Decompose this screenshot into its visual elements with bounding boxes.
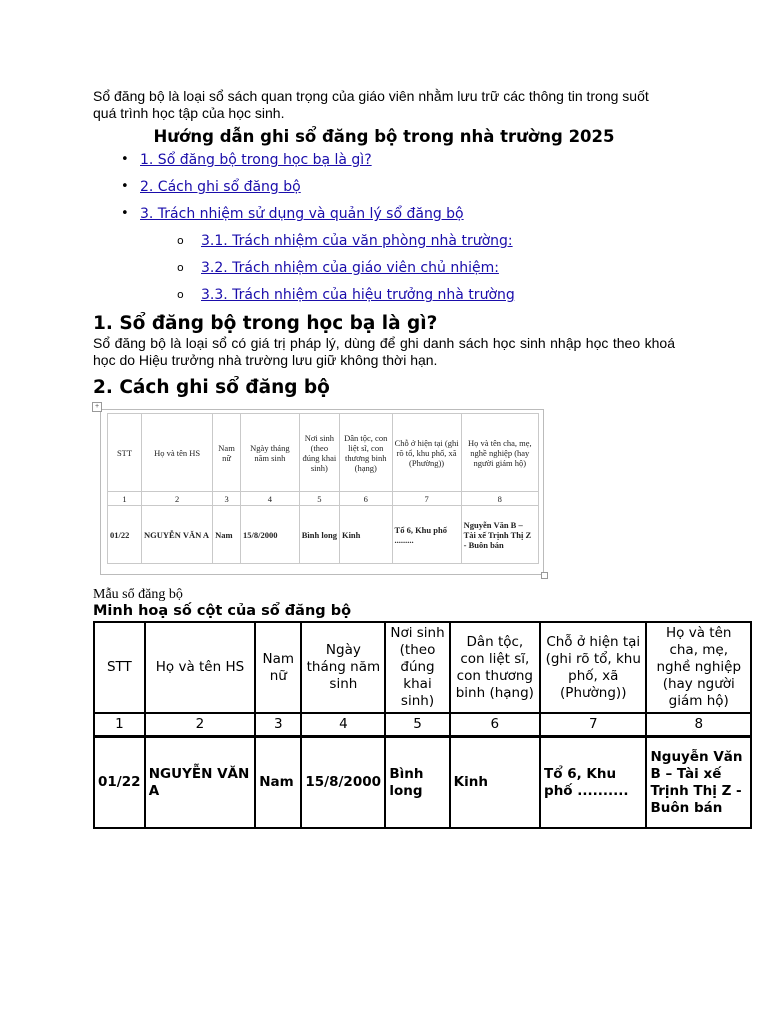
registry-data-row <box>94 736 751 828</box>
toc-item-3-3 <box>93 286 675 313</box>
toc-item-3-1 <box>93 232 675 259</box>
document-page <box>93 88 743 829</box>
image-header-cell: Họ và tên HS <box>142 414 213 492</box>
section2-heading: 2. Cách ghi sổ đăng bộ <box>93 377 330 398</box>
image-data-cell: NGUYỄN VĂN A <box>142 506 213 564</box>
toc-link-3-1[interactable]: 3.1. Trách nhiệm của văn phòng nhà trường: <box>201 233 513 249</box>
image-number-cell: 5 <box>299 492 339 506</box>
image-data-cell: Nguyễn Văn B – Tài xế Trịnh Thị Z - Buôn bán <box>461 506 538 564</box>
resize-handle-icon[interactable] <box>541 572 548 579</box>
image-data-cell: 15/8/2000 <box>240 506 299 564</box>
image-table <box>107 413 539 564</box>
bullet-icon: • <box>121 179 129 194</box>
page-title: Hướng dẫn ghi sổ đăng bộ trong nhà trường 2025 <box>153 127 615 146</box>
toc-link-1[interactable]: 1. Sổ đăng bộ trong học bạ là gì? <box>140 152 372 168</box>
section1-text: Sổ đăng bộ là loại sổ có giá trị pháp lý, dùng để ghi danh sách học sinh nhập học theo khoá học do Hiệu trưởng nhà trường lưu giữ không thời hạn. <box>93 335 675 368</box>
registry-table <box>93 621 752 829</box>
image-header-cell: STT <box>108 414 142 492</box>
toc-link-2[interactable]: 2. Cách ghi sổ đăng bộ <box>140 179 301 195</box>
image-number-cell: 7 <box>392 492 461 506</box>
image-table-number-row <box>108 492 539 506</box>
header-cell-ethnicity: Dân tộc, con liệt sĩ, con thương binh (hạng) <box>450 622 540 713</box>
toc-link-3[interactable]: 3. Trách nhiệm sử dụng và quản lý sổ đăng bộ <box>140 206 464 222</box>
image-table-header-row <box>108 414 539 492</box>
number-cell: 5 <box>385 713 449 736</box>
toc-item-1 <box>93 151 675 178</box>
image-header-cell: Nam nữ <box>213 414 241 492</box>
number-cell: 1 <box>94 713 145 736</box>
header-cell-parents: Họ và tên cha, mẹ, nghề nghiệp (hay người giám hộ) <box>646 622 751 713</box>
image-caption: Mẫu sổ đăng bộ <box>93 587 183 602</box>
data-cell-birthplace: Bình long <box>385 736 449 828</box>
intro-paragraph: Sổ đăng bộ là loại sổ sách quan trọng của giáo viên nhằm lưu trữ các thông tin trong suốt quá trình học tập của học sinh. <box>93 88 649 121</box>
image-header-cell: Ngày tháng năm sinh <box>240 414 299 492</box>
image-data-cell: 01/22 <box>108 506 142 564</box>
table-subheading: Minh hoạ số cột của sổ đăng bộ <box>93 603 352 619</box>
toc-link-3-2[interactable]: 3.2. Trách nhiệm của giáo viên chủ nhiệm: <box>201 260 499 276</box>
toc-item-2 <box>93 178 675 205</box>
image-data-cell: Bình long <box>299 506 339 564</box>
image-header-cell: Nơi sinh (theo đúng khai sinh) <box>299 414 339 492</box>
sub-bullet-icon: o <box>177 234 184 247</box>
image-number-cell: 1 <box>108 492 142 506</box>
number-cell: 8 <box>646 713 751 736</box>
image-number-cell: 6 <box>339 492 392 506</box>
number-cell: 7 <box>540 713 646 736</box>
bullet-icon: • <box>121 206 129 221</box>
image-number-cell: 8 <box>461 492 538 506</box>
section1-heading: 1. Sổ đăng bộ trong học bạ là gì? <box>93 313 438 334</box>
data-cell-gender: Nam <box>255 736 301 828</box>
data-cell-stt: 01/22 <box>94 736 145 828</box>
sub-bullet-icon: o <box>177 261 184 274</box>
toc-item-3-2 <box>93 259 675 286</box>
number-cell: 3 <box>255 713 301 736</box>
number-cell: 4 <box>301 713 385 736</box>
image-data-cell: Nam <box>213 506 241 564</box>
header-cell-stt: STT <box>94 622 145 713</box>
image-number-cell: 3 <box>213 492 241 506</box>
registry-header-row <box>94 622 751 713</box>
toc-item-3 <box>93 205 675 232</box>
image-header-cell: Dân tộc, con liệt sĩ, con thương binh (hạng) <box>339 414 392 492</box>
father-info: Nguyễn Văn B – Tài xế <box>650 748 743 782</box>
move-handle-icon[interactable]: + <box>92 402 102 412</box>
data-cell-ethnicity: Kinh <box>450 736 540 828</box>
number-cell: 2 <box>145 713 255 736</box>
image-number-cell: 2 <box>142 492 213 506</box>
header-cell-name: Họ và tên HS <box>145 622 255 713</box>
image-data-cell: Kinh <box>339 506 392 564</box>
image-header-cell: Họ và tên cha, mẹ, nghề nghiệp (hay người giám hộ) <box>461 414 538 492</box>
header-cell-birthplace: Nơi sinh (theo đúng khai sinh) <box>385 622 449 713</box>
image-header-cell: Chỗ ở hiện tại (ghi rõ tổ, khu phố, xã (Phường)) <box>392 414 461 492</box>
toc-link-3-3[interactable]: 3.3. Trách nhiệm của hiệu trưởng nhà trường <box>201 287 515 303</box>
image-data-cell: Tổ 6, Khu phố ......... <box>392 506 461 564</box>
image-number-cell: 4 <box>240 492 299 506</box>
header-cell-gender: Nam nữ <box>255 622 301 713</box>
header-cell-address: Chỗ ở hiện tại (ghi rõ tổ, khu phố, xã (Phường)) <box>540 622 646 713</box>
data-cell-parents <box>646 736 751 828</box>
sample-image[interactable] <box>94 403 544 575</box>
table-of-contents <box>93 151 675 313</box>
bullet-icon: • <box>121 152 129 167</box>
registry-number-row <box>94 713 751 736</box>
header-cell-birthdate: Ngày tháng năm sinh <box>301 622 385 713</box>
number-cell: 6 <box>450 713 540 736</box>
data-cell-name: NGUYỄN VĂN A <box>145 736 255 828</box>
data-cell-birthdate: 15/8/2000 <box>301 736 385 828</box>
mother-info: Trịnh Thị Z - Buôn bán <box>650 782 742 816</box>
sub-bullet-icon: o <box>177 288 184 301</box>
data-cell-address: Tổ 6, Khu phố .......... <box>540 736 646 828</box>
image-table-data-row <box>108 506 539 564</box>
